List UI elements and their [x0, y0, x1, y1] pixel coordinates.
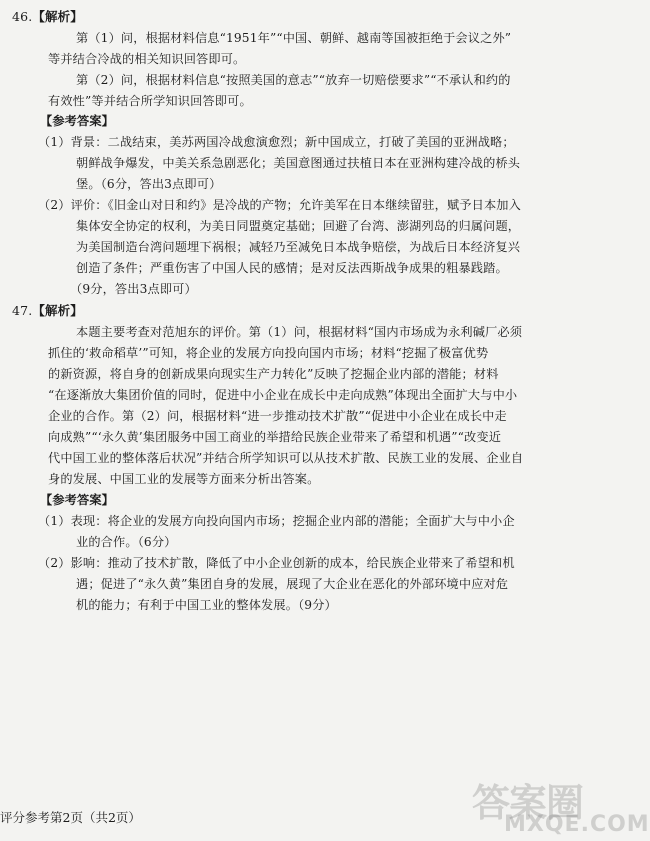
- q47-answer-line: 遇；促进了“永久黄”集团自身的发展，展现了大企业在恶化的外部环境中应对危: [76, 577, 509, 591]
- q47-analysis-line: 向成熟”“‘永久黄’集团服务中国工商业的举措给民族企业带来了希望和机遇”“改变近: [48, 430, 502, 444]
- q46-answer-line: 为美国制造台湾问题埋下祸根；减轻乃至减免日本战争赔偿，为战后日本经济复兴: [76, 240, 521, 254]
- watermark-logo: [466, 770, 650, 841]
- q47-analysis-line: “在逐渐放大集团价值的同时，促进中小企业在成长中走向成熟”体现出全面扩大与中小: [48, 388, 518, 402]
- q46-number: 46.: [12, 9, 33, 24]
- q46-analysis-line: 有效性”等并结合所学知识回答即可。: [48, 94, 252, 108]
- q47-analysis-line: 的新资源，将自身的创新成果向现实生产力转化”反映了挖掘企业内部的潜能；材料: [48, 367, 499, 381]
- watermark-text: 答案圈: [472, 781, 584, 825]
- q47-answer-line: （1）表现：将企业的发展方向投向国内市场；挖掘企业内部的潜能；全面扩大与中小企: [38, 514, 515, 528]
- q47-analysis-heading: 【解析】: [32, 303, 83, 318]
- q47-header: [12, 302, 83, 320]
- q47-analysis-line: 身的发展、中国工业的发展等方面来分析出答案。: [48, 472, 320, 486]
- q47-answer-line: 业的合作。（6分）: [76, 535, 177, 549]
- q46-analysis-heading: 【解析】: [32, 9, 83, 24]
- q46-answer-line: （1）背景：二战结束，美苏两国冷战愈演愈烈；新中国成立，打破了美国的亚洲战略；: [38, 135, 515, 149]
- q46-analysis-line: 等并结合冷战的相关知识回答即可。: [48, 52, 246, 66]
- q47-analysis-line: 本题主要考查对范旭东的评价。第（1）问，根据材料“国内市场成为永利碱厂必须: [76, 325, 523, 339]
- q46-answer-heading: 【参考答案】: [40, 114, 115, 128]
- q47-answer-line: 机的能力；有利于中国工业的整体发展。（9分）: [76, 598, 337, 612]
- q46-answer-line: （2）评价：《旧金山对日和约》是冷战的产物；允许美军在日本继续留驻，赋予日本加入: [38, 198, 521, 212]
- q46-answer-line: （9分，答出3点即可）: [70, 282, 197, 296]
- page-footer: 评分参考第2页（共2页）: [0, 810, 141, 825]
- q47-answer-heading: 【参考答案】: [40, 493, 115, 507]
- q46-answer-line: 堡。（6分，答出3点即可）: [76, 177, 222, 191]
- q46-answer-line: 朝鲜战争爆发，中美关系急剧恶化；美国意图通过扶植日本在亚洲构建冷战的桥头: [76, 156, 521, 170]
- q46-header: [12, 8, 83, 26]
- q47-analysis-line: 抓住的‘救命稻草’”可知，将企业的发展方向投向国内市场；材料“挖掘了极富优势: [48, 346, 489, 360]
- q46-answer-line: 集体安全协定的权利，为美日同盟奠定基础；回避了台湾、澎湖列岛的归属问题，: [76, 219, 521, 233]
- q46-analysis-line: 第（2）问，根据材料信息“按照美国的意志”“放弃一切赔偿要求”“不承认和约的: [76, 73, 511, 87]
- q47-analysis-line: 企业的合作。第（2）问，根据材料“进一步推动技术扩散”“促进中小企业在成长中走: [48, 409, 507, 423]
- q47-number: 47.: [12, 303, 33, 318]
- q47-answer-line: （2）影响：推动了技术扩散，降低了中小企业创新的成本，给民族企业带来了希望和机: [38, 556, 515, 570]
- q46-answer-line: 创造了条件；严重伤害了中国人民的感情；是对反法西斯战争成果的粗暴践踏。: [76, 261, 508, 275]
- q47-analysis-line: 代中国工业的整体落后状况”并结合所学知识可以从技术扩散、民族工业的发展、企业自: [48, 451, 524, 465]
- watermark-url: MXQE.COM: [504, 812, 650, 837]
- q46-analysis-line: 第（1）问，根据材料信息“1951年”“中国、朝鲜、越南等国被拒绝于会议之外”: [76, 31, 512, 45]
